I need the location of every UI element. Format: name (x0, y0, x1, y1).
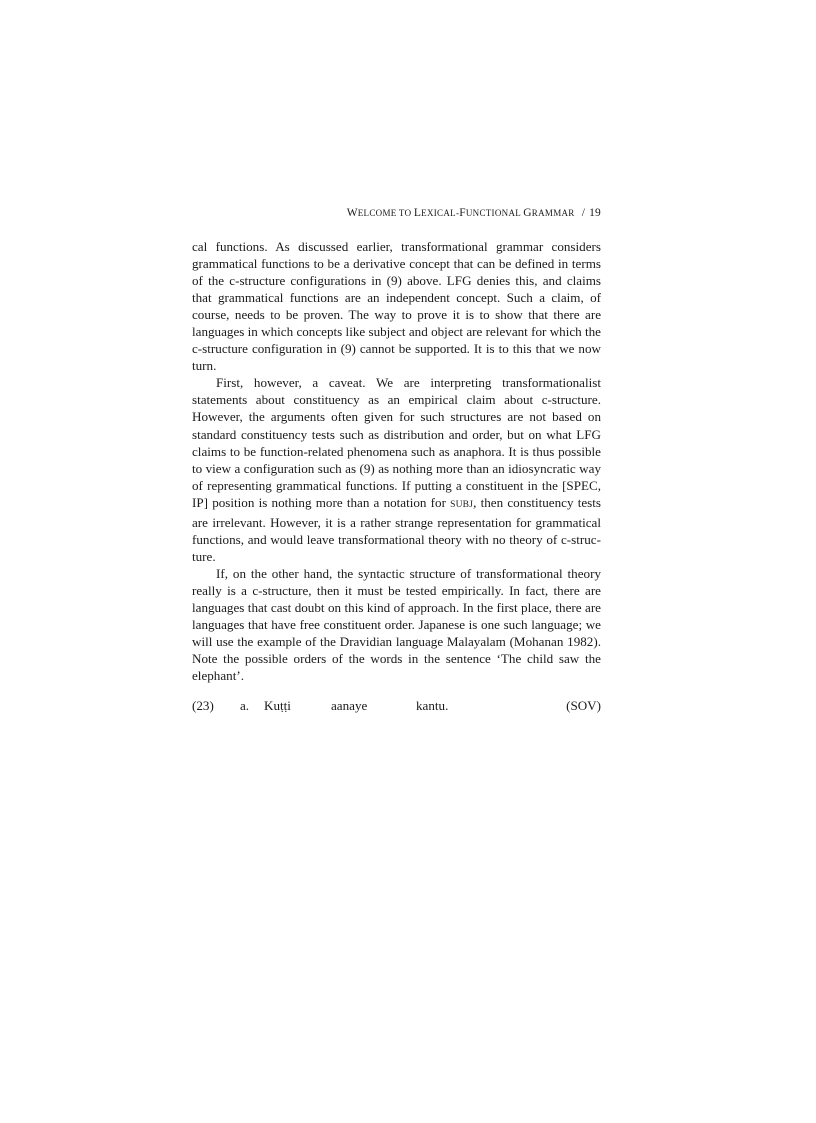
example-number: (23) (192, 698, 214, 713)
paragraph-2-text-end: , then constituency tests are irrelevant. However, it is a rather strange representation for grammatical functions, and would leave transformational theory with no theory of c-structure. (192, 494, 601, 564)
running-header (347, 207, 601, 219)
example-word: Kuṭṭi (264, 698, 291, 713)
title-initial: F (459, 207, 466, 219)
title-rest: ELCOME TO (357, 208, 414, 218)
paragraph-3: If, on the other hand, the syntactic structure of transformational theory really is a c-structure, then it must be tested empirically. In fact, there are languages that cast doubt on this kind of approach. In the first place, there are languages that have free constituent order. Japanese is one such language; we will use the example of the Dravidian language Malayalam (Mohanan 1982). Note the possible orders of the words in the sentence ‘The child saw the elephant’. (192, 565, 601, 684)
subj-smallcaps: SUBJ (450, 499, 474, 510)
title-rest: EXICAL- (421, 208, 460, 218)
running-title (347, 207, 578, 219)
title-initial: L (413, 207, 422, 219)
header-separator: / (581, 207, 586, 219)
example-word: kantu. (416, 698, 449, 713)
example-word: aanaye (331, 698, 368, 713)
paragraph-2 (192, 374, 601, 565)
body-text (192, 238, 601, 684)
title-initial: W (346, 207, 358, 219)
title-initial: G (523, 207, 532, 219)
paragraph-2-text: First, however, a caveat. We are interpreting transformationalist statements about constituency as an empirical claim about c-structure. However, the arguments often given for such structures are not based on standard constituency tests such as distribution and order, but on what LFG claims to be function-related phenomena such as anaphora. It is thus possible to view a configuration such as (9) as nothing more than an idiosyncratic way of representing grammatical functions. If putting a constituent in the [SPEC, IP] position is nothing more than a notation for (192, 375, 601, 510)
example-23 (192, 698, 601, 716)
example-label: a. (240, 698, 250, 713)
page-number: 19 (589, 207, 601, 219)
paragraph-1: cal functions. As discussed earlier, transformational grammar considers grammatical functions to be a derivative concept that can be defined in terms of the c-structure configurations in (9) above. LFG denies this, and claims that grammatical functions are an independent concept. Such a claim, of course, needs to be proven. The way to prove it is to show that there are languages in which concepts like subject and object are relevant for which the c-structure configuration in (9) cannot be supported. It is to this that we now turn. (192, 239, 601, 374)
example-order: (SOV) (566, 698, 601, 713)
title-rest: RAMMAR (531, 208, 575, 218)
title-rest: UNCTIONAL (465, 208, 524, 218)
